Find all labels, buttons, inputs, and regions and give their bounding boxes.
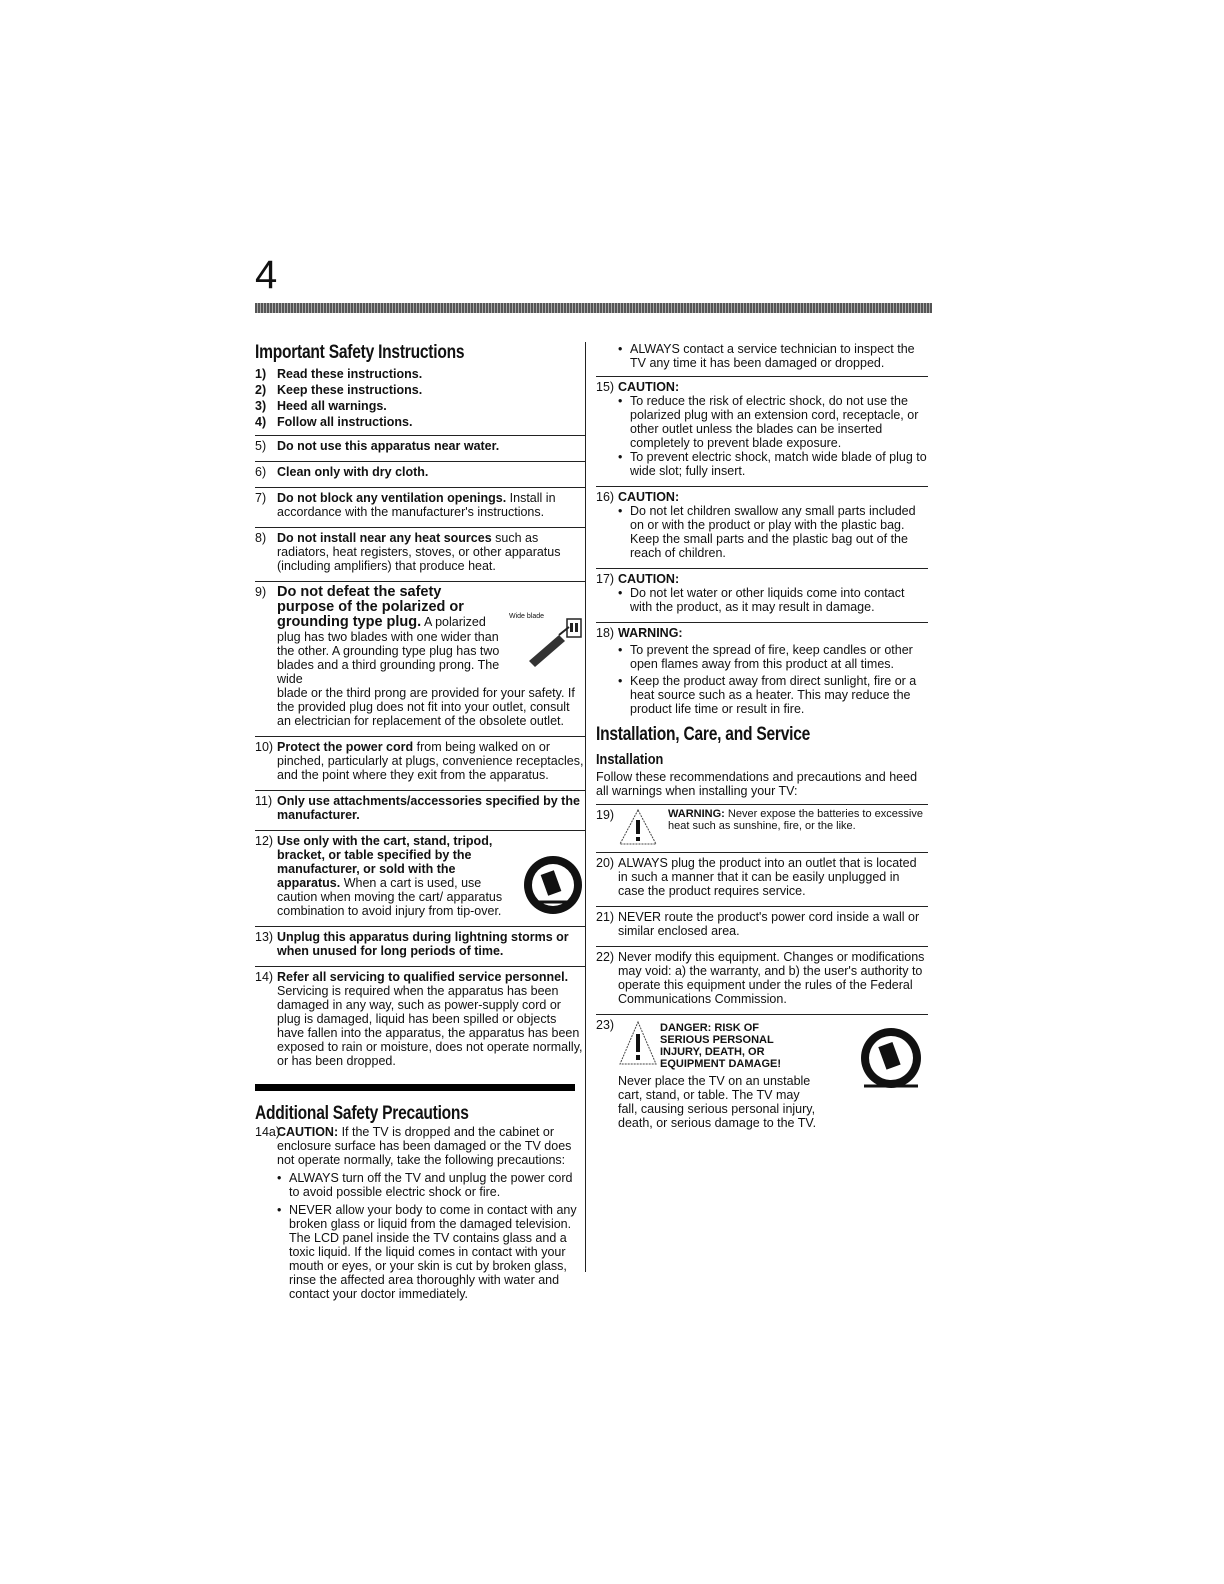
- item-23: 23) DANGER: RISK OF SERIOUS PERSONAL INJURY, DEATH, OR EQUIPMENT DAMAGE! Never place the TV on an unstable cart, stand, or table. The TV may fall, causing serious personal injury, death, or serious damage to the TV.: [596, 1018, 928, 1130]
- item-4: Follow all instructions.: [277, 415, 413, 429]
- bullet-14a-1: • ALWAYS turn off the TV and unplug the power cord to avoid possible electric shock or fire.: [277, 1171, 573, 1199]
- item-18: 18) WARNING:: [596, 626, 683, 640]
- item-13: 13) Unplug this apparatus during lightning storms or when unused for long periods of time.: [255, 930, 569, 958]
- item-12: 12) Use only with the cart, stand, tripod, bracket, or table specified by the manufacturer, or sold with the apparatus. When a cart is used, use caution when moving the cart/ apparatus combination to avoid injury from tip-over.: [255, 834, 585, 918]
- item-22: 22) Never modify this equipment. Changes or modifications may void: a) the warranty, and b) the user's authority to operate this equipment under the rules of the Federal Communications Commission.: [596, 950, 925, 1006]
- additional-safety-title: Additional Safety Precautions: [255, 1103, 469, 1124]
- installation-intro: Follow these recommendations and precautions and heed all warnings when installing your TV:: [596, 770, 918, 798]
- item-20: 20) ALWAYS plug the product into an outlet that is located in such a manner that it can be easily unplugged in case the product requires service.: [596, 856, 917, 898]
- item-15: 15) CAUTION:: [596, 380, 680, 394]
- item-11: 11) Only use attachments/accessories specified by the manufacturer.: [255, 794, 580, 822]
- item-2: Keep these instructions.: [277, 383, 423, 397]
- bullet-16-1: • Do not let children swallow any small parts included on or with the product or play with the plastic bag. Keep the small parts and the plastic bag out of the reach of children.: [618, 504, 916, 560]
- left-column: [255, 342, 585, 1301]
- item-10: 10) Protect the power cord from being walked on or pinched, particularly at plugs, convenience receptacles, and the point where they exit from the apparatus.: [255, 740, 584, 782]
- item-14a: 14a) CAUTION: If the TV is dropped and the cabinet or enclosure surface has been damaged or the TV does not operate normally, take the following precautions:: [255, 1125, 572, 1167]
- bullet-18-2: • Keep the product away from direct sunlight, fire or a heat source such as a heater. This may reduce the product life time or result in fire.: [618, 674, 917, 716]
- polarized-plug-figure: Wide blade: [509, 611, 584, 669]
- section-divider: [255, 1084, 575, 1091]
- header-rule: [255, 303, 932, 313]
- bullet-top: • ALWAYS contact a service technician to inspect the TV any time it has been damaged or dropped.: [618, 342, 915, 370]
- item-5: 5) Do not use this apparatus near water.: [255, 439, 500, 453]
- item-6: 6) Clean only with dry cloth.: [255, 465, 429, 479]
- item-7: 7) Do not block any ventilation openings. Install in accordance with the manufacturer's instructions.: [255, 491, 556, 519]
- item-1: Read these instructions.: [277, 367, 423, 381]
- item-9: 9) Do not defeat the safety purpose of the polarized or grounding type plug. A polarized plug has two blades with one wider than the other. A grounding type plug has two blades and a third grounding prong. The wide Wide blade blade or the third prong are provided for your safety. If the provided plug does not fit into your outlet, consult an electrician for replacement of the obsolete outlet.: [255, 585, 585, 728]
- item-17: 17) CAUTION:: [596, 572, 680, 586]
- simple-items: 1) Read these instructions. 2) Keep these instructions. 3) Heed all warnings. 4) Follow all instructions.: [255, 367, 423, 429]
- item-3: Heed all warnings.: [277, 399, 387, 413]
- bullet-15-2: • To prevent electric shock, match wide blade of plug to wide slot; fully insert.: [618, 450, 927, 478]
- important-safety-title: Important Safety Instructions: [255, 342, 465, 363]
- item-16: 16) CAUTION:: [596, 490, 680, 504]
- item-21: 21) NEVER route the product's power cord inside a wall or similar enclosed area.: [596, 910, 920, 938]
- cart-warning-icon: [522, 852, 584, 918]
- item-14: 14) Refer all servicing to qualified service personnel. Servicing is required when the apparatus has been damaged in any way, such as power-supply cord or plug is damaged, liquid has been spilled or objects have fallen into the apparatus, the apparatus has been exposed to rain or moisture, does not operate normally, or has been dropped.: [255, 970, 583, 1068]
- column-divider: [585, 342, 586, 1272]
- danger-label: DANGER: RISK OF SERIOUS PERSONAL INJURY, DEATH, OR EQUIPMENT DAMAGE!: [660, 1022, 781, 1070]
- danger-triangle-icon: [618, 1018, 658, 1068]
- installation-title: Installation, Care, and Service: [596, 724, 811, 745]
- bullet-15-1: • To reduce the risk of electric shock, do not use the polarized plug with an extension cord, receptacle, or other outlet unless the blades can be inserted completely to prevent blade exposure.: [618, 394, 919, 450]
- bullet-17-1: • Do not let water or other liquids come into contact with the product, as it may result in damage.: [618, 586, 905, 614]
- item-8: 8) Do not install near any heat sources such as radiators, heat registers, stoves, or other apparatus (including amplifiers) that produce heat.: [255, 531, 561, 573]
- bullet-18-1: • To prevent the spread of fire, keep candles or other open flames away from this product at all times.: [618, 643, 913, 671]
- page-number: 4: [255, 253, 278, 297]
- item-23-text: Never place the TV on an unstable cart, stand, or table. The TV may fall, causing serious personal injury, death, or serious damage to the TV.: [618, 1074, 817, 1130]
- installation-subtitle: Installation: [596, 751, 664, 768]
- item-19: 19) WARNING: Never expose the batteries to excessive heat such as sunshine, fire, or the like.: [596, 808, 928, 848]
- warning-triangle-icon: [618, 808, 658, 848]
- right-column: [596, 342, 928, 1130]
- cart-tipover-icon: [858, 1024, 924, 1094]
- bullet-14a-2: • NEVER allow your body to come in contact with any broken glass or liquid from the damaged television. The LCD panel inside the TV contains glass and a toxic liquid. If the liquid comes in contact with your mouth or eyes, or your skin is cut by broken glass, rinse the affected area thoroughly with water and contact your doctor immediately.: [277, 1203, 577, 1301]
